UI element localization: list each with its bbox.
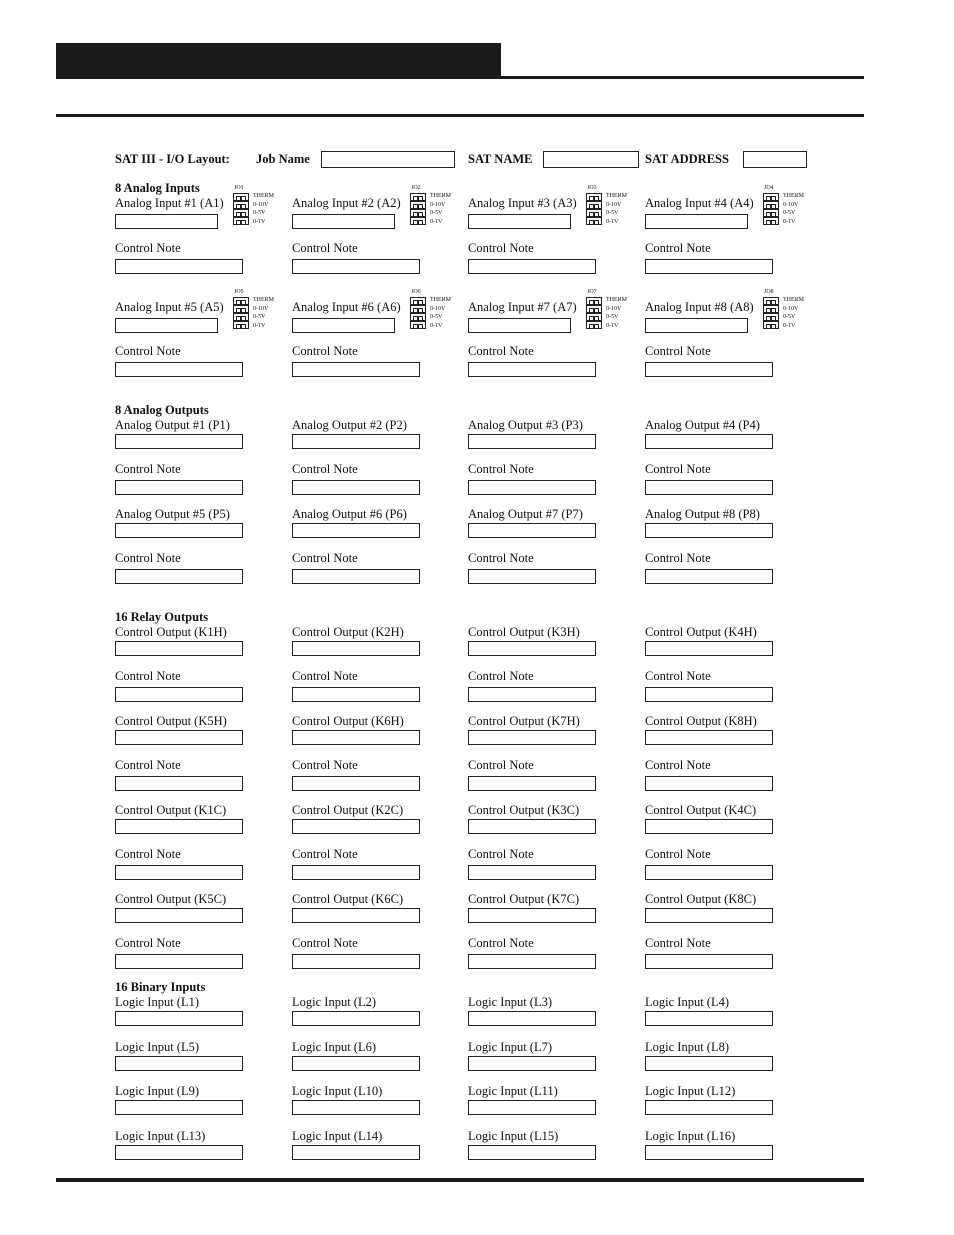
jumper-pins-icon — [410, 193, 426, 225]
binary-input-field[interactable] — [645, 1056, 773, 1071]
sat-name-label: SAT NAME — [468, 152, 533, 166]
relay-output-field[interactable] — [292, 730, 420, 745]
jumper-options — [253, 192, 274, 226]
jumper-pin-icon — [586, 209, 602, 217]
relay-output-control-note-field[interactable] — [292, 776, 420, 791]
jumper-option-label: 0-10V — [430, 305, 446, 312]
jumper-option-label: 0-5V — [783, 314, 796, 320]
relay-output-control-note-field[interactable] — [292, 687, 420, 702]
jumper-pin-icon — [586, 201, 602, 209]
relay-output-control-note-field[interactable] — [115, 687, 243, 702]
relay-output-field[interactable] — [468, 641, 596, 656]
jumper-option-label: 0-1V — [253, 218, 266, 225]
analog-input-control-note-field[interactable] — [645, 259, 773, 274]
jumper-pins-icon — [586, 193, 602, 225]
relay-output-control-note-field[interactable] — [468, 954, 596, 969]
relay-output-control-note-field[interactable] — [468, 776, 596, 791]
relay-output-label: Control Output (K6C) — [292, 892, 404, 906]
control-note-label: Control Note — [468, 847, 534, 861]
binary-input-field[interactable] — [645, 1100, 773, 1115]
relay-output-field[interactable] — [468, 908, 596, 923]
jumper-pin-icon — [233, 217, 249, 225]
jumper-pins-icon — [763, 193, 779, 225]
relay-output-field[interactable] — [115, 730, 243, 745]
jumper-pins-icon — [763, 297, 779, 329]
jumper-pin-icon — [410, 201, 426, 209]
relay-output-label: Control Output (K6H) — [292, 714, 404, 728]
jumper-option-label: 0-1V — [606, 322, 619, 329]
relay-output-label: Control Output (K2C) — [292, 803, 404, 817]
jumper-pin-icon — [410, 209, 426, 217]
jumper-label: JO1 — [234, 185, 244, 191]
control-note-label: Control Note — [468, 344, 534, 358]
jumper-option-label: 0-5V — [606, 210, 619, 216]
jumper-option-label: 0-1V — [783, 322, 796, 329]
jumper-option-label: THERM — [606, 297, 627, 303]
job-name-field[interactable] — [321, 151, 455, 168]
binary-input-label: Logic Input (L12) — [645, 1084, 736, 1098]
jumper-option-label: 0-10V — [783, 305, 799, 312]
jumper-option-label: 0-1V — [253, 322, 266, 329]
jumper-pin-icon — [586, 297, 602, 305]
relay-output-label: Control Output (K5H) — [115, 714, 227, 728]
binary-input-field[interactable] — [468, 1056, 596, 1071]
binary-input-field[interactable] — [468, 1145, 596, 1160]
binary-input-field[interactable] — [468, 1100, 596, 1115]
binary-input-field[interactable] — [292, 1056, 420, 1071]
analog-input-label: Analog Input #5 (A5) — [115, 300, 224, 314]
binary-input-label: Logic Input (L1) — [115, 995, 200, 1009]
analog-input-label: Analog Input #1 (A1) — [115, 196, 224, 210]
analog-input-field[interactable] — [292, 214, 395, 229]
jumper-label: JO3 — [587, 185, 597, 191]
control-note-label: Control Note — [115, 936, 181, 950]
relay-output-field[interactable] — [645, 908, 773, 923]
control-note-label: Control Note — [645, 669, 711, 683]
jumper-option-label: THERM — [430, 193, 451, 199]
control-note-label: Control Note — [292, 669, 358, 683]
jumper-label: JO2 — [411, 185, 421, 191]
binary-input-label: Logic Input (L14) — [292, 1128, 383, 1143]
binary-input-label: Logic Input (L6) — [292, 1039, 377, 1054]
relay-output-label: Control Output (K5C) — [115, 892, 227, 906]
analog-input-label: Analog Input #8 (A8) — [645, 300, 754, 314]
binary-input-label: Logic Input (L16) — [645, 1128, 736, 1143]
analog-input-field[interactable] — [468, 214, 571, 229]
analog-input-label: Analog Input #3 (A3) — [468, 196, 577, 210]
binary-input-field[interactable] — [292, 1100, 420, 1115]
binary-inputs-heading: 16 Binary Inputs — [115, 980, 206, 994]
analog-output-field[interactable] — [468, 523, 596, 538]
relay-output-label: Control Output (K8H) — [645, 714, 757, 728]
relay-output-field[interactable] — [645, 730, 773, 745]
binary-input-field[interactable] — [292, 1011, 420, 1026]
jumper-pin-icon — [233, 305, 249, 313]
binary-input-field[interactable] — [645, 1011, 773, 1026]
jumper-block — [763, 289, 843, 333]
analog-input-control-note-field[interactable] — [468, 362, 596, 377]
jumper-label: JO7 — [587, 289, 597, 295]
jumper-options — [430, 296, 451, 330]
relay-output-control-note-field[interactable] — [645, 954, 773, 969]
jumper-options — [606, 192, 627, 226]
binary-input-field[interactable] — [468, 1011, 596, 1026]
control-note-label: Control Note — [468, 758, 534, 772]
jumper-option-label: 0-5V — [253, 314, 266, 320]
jumper-option-label: 0-1V — [430, 322, 443, 329]
control-note-label: Control Note — [115, 551, 181, 565]
jumper-pin-icon — [763, 321, 779, 329]
relay-output-control-note-field[interactable] — [468, 687, 596, 702]
binary-input-field[interactable] — [645, 1145, 773, 1160]
relay-output-control-note-field[interactable] — [292, 954, 420, 969]
analog-output-control-note-field[interactable] — [468, 480, 596, 495]
jumper-pin-icon — [410, 193, 426, 201]
analog-output-field[interactable] — [292, 523, 420, 538]
analog-input-label: Analog Input #6 (A6) — [292, 300, 401, 314]
jumper-pin-icon — [233, 321, 249, 329]
jumper-option-label: THERM — [606, 193, 627, 199]
jumper-options — [430, 192, 451, 226]
jumper-pin-icon — [763, 193, 779, 201]
footer-rule — [56, 1178, 864, 1182]
jumper-option-label: 0-5V — [430, 210, 443, 216]
jumper-pin-icon — [410, 217, 426, 225]
analog-input-label: Analog Input #2 (A2) — [292, 196, 401, 210]
relay-output-control-note-field[interactable] — [645, 776, 773, 791]
analog-output-field[interactable] — [115, 523, 243, 538]
relay-output-control-note-field[interactable] — [645, 687, 773, 702]
binary-input-field[interactable] — [115, 1145, 243, 1160]
control-note-label: Control Note — [645, 551, 711, 565]
control-note-label: Control Note — [292, 847, 358, 861]
analog-input-field[interactable] — [115, 214, 218, 229]
jumper-pin-icon — [763, 217, 779, 225]
analog-input-control-note-field[interactable] — [645, 362, 773, 377]
relay-output-label: Control Output (K7H) — [468, 714, 580, 728]
binary-input-label: Logic Input (L11) — [468, 1084, 558, 1098]
jumper-option-label: 0-10V — [606, 201, 622, 208]
control-note-label: Control Note — [292, 344, 358, 358]
analog-input-control-note-field[interactable] — [468, 259, 596, 274]
analog-input-label: Analog Input #4 (A4) — [645, 196, 754, 210]
jumper-option-label: THERM — [430, 297, 451, 303]
jumper-pin-icon — [586, 321, 602, 329]
analog-input-field[interactable] — [468, 318, 571, 333]
jumper-option-label: 0-1V — [606, 218, 619, 225]
analog-output-control-note-field[interactable] — [645, 569, 773, 584]
control-note-label: Control Note — [115, 758, 181, 772]
control-note-label: Control Note — [292, 551, 358, 565]
jumper-pin-icon — [233, 297, 249, 305]
binary-input-label: Logic Input (L3) — [468, 995, 553, 1009]
binary-input-label: Logic Input (L4) — [645, 995, 730, 1009]
control-note-label: Control Note — [468, 551, 534, 565]
analog-input-field[interactable] — [645, 214, 748, 229]
jumper-label: JO8 — [764, 289, 774, 295]
control-note-label: Control Note — [115, 669, 181, 683]
relay-output-label: Control Output (K1C) — [115, 803, 227, 817]
jumper-option-label: 0-5V — [253, 210, 266, 216]
jumper-pin-icon — [586, 305, 602, 313]
analog-output-label: Analog Output #8 (P8) — [645, 507, 760, 521]
relay-output-label: Control Output (K7C) — [468, 892, 580, 906]
control-note-label: Control Note — [468, 669, 534, 683]
binary-input-field[interactable] — [115, 1056, 243, 1071]
jumper-option-label: THERM — [253, 297, 274, 303]
layout-title: SAT III - I/O Layout: — [115, 152, 230, 166]
jumper-pin-icon — [233, 201, 249, 209]
header-rule-lower — [56, 114, 864, 117]
relay-output-control-note-field[interactable] — [292, 865, 420, 880]
relay-output-field[interactable] — [292, 819, 420, 834]
jumper-pin-icon — [233, 193, 249, 201]
sat-name-field[interactable] — [543, 151, 639, 168]
analog-input-control-note-field[interactable] — [115, 259, 243, 274]
jumper-option-label: THERM — [783, 193, 804, 199]
analog-input-field[interactable] — [645, 318, 748, 333]
relay-output-label: Control Output (K4C) — [645, 803, 757, 817]
relay-output-control-note-field[interactable] — [115, 954, 243, 969]
analog-output-label: Analog Output #7 (P7) — [468, 507, 583, 521]
jumper-option-label: 0-10V — [606, 305, 622, 312]
binary-input-field[interactable] — [115, 1100, 243, 1115]
control-note-label: Control Note — [292, 241, 358, 255]
analog-output-control-note-field[interactable] — [468, 569, 596, 584]
relay-output-label: Control Output (K3C) — [468, 803, 580, 817]
analog-output-label: Analog Output #5 (P5) — [115, 507, 230, 521]
relay-output-field[interactable] — [468, 819, 596, 834]
analog-output-control-note-field[interactable] — [115, 569, 243, 584]
analog-input-field[interactable] — [115, 318, 218, 333]
control-note-label: Control Note — [115, 462, 181, 476]
jumper-option-label: 0-10V — [783, 201, 799, 208]
jumper-options — [253, 296, 274, 330]
jumper-pin-icon — [586, 193, 602, 201]
relay-output-control-note-field[interactable] — [115, 776, 243, 791]
relay-output-field[interactable] — [468, 730, 596, 745]
binary-input-label: Logic Input (L10) — [292, 1084, 383, 1098]
binary-input-label: Logic Input (L8) — [645, 1039, 730, 1054]
relay-output-field[interactable] — [645, 819, 773, 834]
relay-output-control-note-field[interactable] — [115, 865, 243, 880]
binary-input-field[interactable] — [115, 1011, 243, 1026]
jumper-pin-icon — [233, 313, 249, 321]
control-note-label: Control Note — [645, 936, 711, 950]
job-name-label: Job Name — [256, 152, 310, 166]
analog-output-field[interactable] — [115, 434, 243, 449]
jumper-pin-icon — [763, 305, 779, 313]
jumper-option-label: 0-5V — [606, 314, 619, 320]
analog-output-field[interactable] — [468, 434, 596, 449]
analog-output-label: Analog Output #4 (P4) — [645, 418, 760, 432]
jumper-option-label: 0-10V — [253, 305, 269, 312]
analog-output-field[interactable] — [292, 434, 420, 449]
analog-input-control-note-field[interactable] — [292, 362, 420, 377]
analog-output-control-note-field[interactable] — [292, 569, 420, 584]
sat-address-field[interactable] — [743, 151, 807, 168]
control-note-label: Control Note — [292, 936, 358, 950]
analog-output-control-note-field[interactable] — [115, 480, 243, 495]
relay-output-control-note-field[interactable] — [645, 865, 773, 880]
analog-output-control-note-field[interactable] — [292, 480, 420, 495]
binary-input-label: Logic Input (L7) — [468, 1039, 553, 1054]
analog-output-label: Analog Output #2 (P2) — [292, 418, 407, 432]
jumper-pin-icon — [763, 201, 779, 209]
control-note-label: Control Note — [645, 758, 711, 772]
control-note-label: Control Note — [468, 241, 534, 255]
jumper-option-label: 0-1V — [430, 218, 443, 225]
binary-input-label: Logic Input (L2) — [292, 995, 377, 1009]
relay-output-field[interactable] — [115, 908, 243, 923]
relay-output-label: Control Output (K4H) — [645, 625, 757, 639]
jumper-pin-icon — [410, 305, 426, 313]
relay-output-label: Control Output (K2H) — [292, 625, 404, 639]
binary-input-label: Logic Input (L15) — [468, 1128, 559, 1143]
control-note-label: Control Note — [115, 241, 181, 255]
relay-outputs-heading: 16 Relay Outputs — [115, 610, 209, 624]
control-note-label: Control Note — [115, 344, 181, 358]
analog-input-control-note-field[interactable] — [115, 362, 243, 377]
relay-output-control-note-field[interactable] — [468, 865, 596, 880]
binary-input-field[interactable] — [292, 1145, 420, 1160]
control-note-label: Control Note — [645, 241, 711, 255]
jumper-pin-icon — [410, 297, 426, 305]
jumper-option-label: 0-5V — [783, 210, 796, 216]
jumper-options — [783, 192, 804, 226]
relay-output-field[interactable] — [292, 908, 420, 923]
jumper-options — [783, 296, 804, 330]
jumper-pin-icon — [763, 209, 779, 217]
control-note-label: Control Note — [468, 936, 534, 950]
relay-output-field[interactable] — [115, 819, 243, 834]
relay-output-field[interactable] — [645, 641, 773, 656]
relay-output-field[interactable] — [115, 641, 243, 656]
jumper-pins-icon — [410, 297, 426, 329]
control-note-label: Control Note — [115, 847, 181, 861]
analog-input-field[interactable] — [292, 318, 395, 333]
jumper-option-label: THERM — [253, 193, 274, 199]
jumper-pin-icon — [586, 313, 602, 321]
analog-output-label: Analog Output #6 (P6) — [292, 507, 407, 521]
jumper-pins-icon — [586, 297, 602, 329]
binary-input-label: Logic Input (L5) — [115, 1039, 200, 1054]
jumper-pin-icon — [763, 297, 779, 305]
jumper-pin-icon — [586, 217, 602, 225]
jumper-pins-icon — [233, 297, 249, 329]
jumper-pins-icon — [233, 193, 249, 225]
jumper-pin-icon — [410, 321, 426, 329]
jumper-pin-icon — [410, 313, 426, 321]
binary-input-label: Logic Input (L9) — [115, 1084, 200, 1098]
jumper-block — [763, 185, 843, 229]
relay-output-label: Control Output (K3H) — [468, 625, 580, 639]
binary-input-label: Logic Input (L13) — [115, 1128, 206, 1143]
analog-output-label: Analog Output #1 (P1) — [115, 418, 230, 432]
sat-address-label: SAT ADDRESS — [645, 152, 729, 166]
analog-input-control-note-field[interactable] — [292, 259, 420, 274]
analog-outputs-heading: 8 Analog Outputs — [115, 403, 209, 417]
jumper-option-label: 0-10V — [253, 201, 269, 208]
analog-inputs-heading: 8 Analog Inputs — [115, 181, 200, 195]
jumper-option-label: 0-5V — [430, 314, 443, 320]
jumper-option-label: 0-1V — [783, 218, 796, 225]
control-note-label: Control Note — [645, 344, 711, 358]
analog-output-field[interactable] — [645, 523, 773, 538]
control-note-label: Control Note — [645, 462, 711, 476]
control-note-label: Control Note — [468, 462, 534, 476]
control-note-label: Control Note — [645, 847, 711, 861]
header-rule — [56, 76, 864, 79]
jumper-option-label: THERM — [783, 297, 804, 303]
relay-output-label: Control Output (K8C) — [645, 892, 757, 906]
header-bar — [56, 43, 501, 77]
jumper-label: JO5 — [234, 289, 244, 295]
relay-output-label: Control Output (K1H) — [115, 625, 227, 639]
jumper-options — [606, 296, 627, 330]
analog-input-label: Analog Input #7 (A7) — [468, 300, 577, 314]
jumper-label: JO6 — [411, 289, 421, 295]
relay-output-field[interactable] — [292, 641, 420, 656]
jumper-pin-icon — [763, 313, 779, 321]
jumper-pin-icon — [233, 209, 249, 217]
control-note-label: Control Note — [292, 462, 358, 476]
jumper-option-label: 0-10V — [430, 201, 446, 208]
analog-output-control-note-field[interactable] — [645, 480, 773, 495]
jumper-label: JO4 — [764, 185, 774, 191]
analog-output-label: Analog Output #3 (P3) — [468, 418, 583, 432]
control-note-label: Control Note — [292, 758, 358, 772]
analog-output-field[interactable] — [645, 434, 773, 449]
